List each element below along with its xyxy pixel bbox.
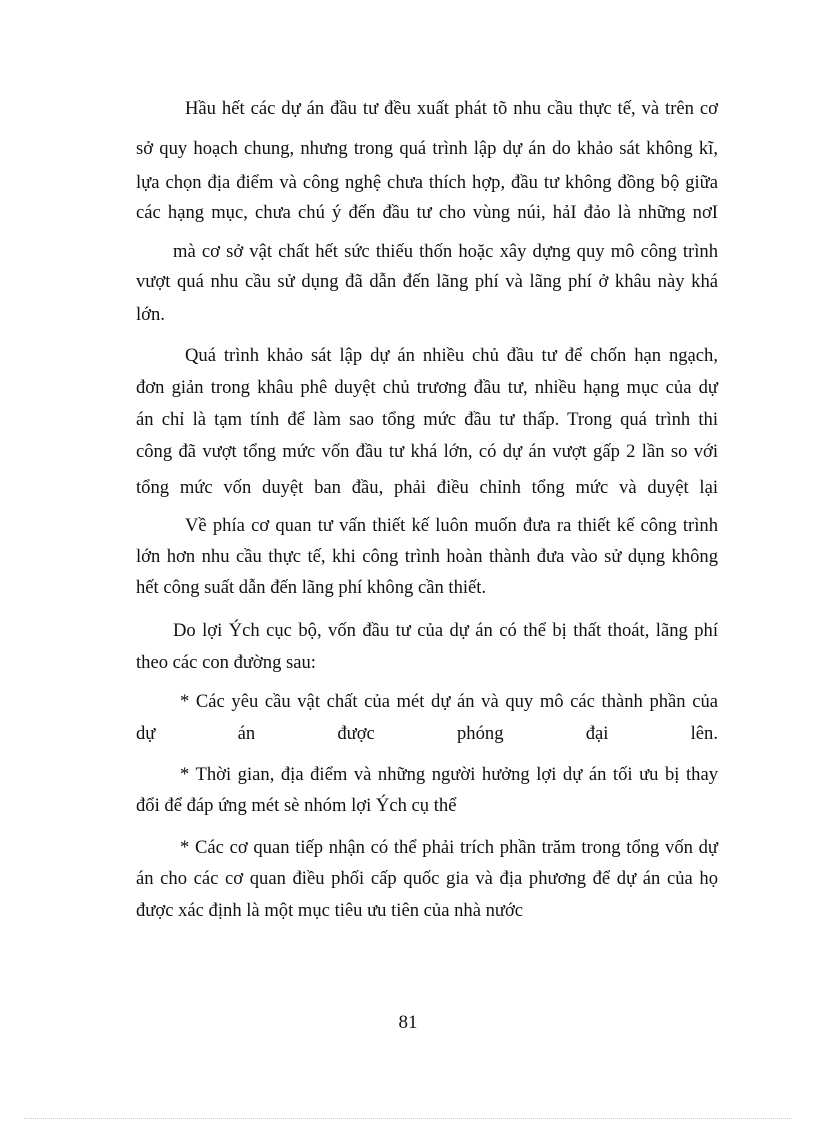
page-number: 81 (398, 1012, 418, 1033)
text-line: Hầu hết các dự án đầu tư đều xuất phát tõ nhu cầu thực tế, và trên cơ (185, 98, 718, 119)
text-line: Về phía cơ quan tư vấn thiết kế luôn muốn đưa ra thiết kế công trình (185, 515, 718, 536)
text-line: án chỉ là tạm tính để làm sao tổng mức đầu tư thấp. Trong quá trình thi (136, 409, 718, 430)
text-line: lựa chọn địa điểm và công nghệ chưa thích hợp, đầu tư không đồng bộ giữa (136, 172, 718, 193)
text-line: * Các yêu cầu vật chất của mét dự án và quy mô các thành phần của (180, 691, 718, 712)
text-line: án cho các cơ quan điều phối cấp quốc gia và địa phương để dự án của họ (136, 868, 718, 889)
text-line: dự án được phóng đại lên. (136, 723, 718, 744)
text-line: * Thời gian, địa điểm và những người hưởng lợi dự án tối ưu bị thay (180, 764, 718, 785)
text-line: vượt quá nhu cầu sử dụng đã dẫn đến lãng phí và lãng phí ở khâu này khá (136, 271, 718, 292)
text-line: Do lợi Ých cục bộ, vốn đầu tư của dự án có thể bị thất thoát, lãng phí (173, 620, 718, 641)
text-line: Quá trình khảo sát lập dự án nhiều chủ đầu tư để chốn hạn ngạch, (185, 345, 718, 366)
text-line: công đã vượt tổng mức vốn đầu tư khá lớn, có dự án vượt gấp 2 lần so với (136, 441, 718, 462)
text-line: các hạng mục, chưa chú ý đến đầu tư cho vùng núi, hảI đảo là những nơI (136, 202, 718, 223)
text-line: sở quy hoạch chung, nhưng trong quá trình lập dự án do khảo sát không kĩ, (136, 138, 718, 159)
text-line: hết công suất dẫn đến lãng phí không cần thiết. (136, 577, 487, 598)
text-line: mà cơ sở vật chất hết sức thiếu thốn hoặc xây dựng quy mô công trình (173, 241, 718, 262)
text-line: đổi để đáp ứng mét sè nhóm lợi Ých cụ thể (136, 795, 457, 816)
text-line: lớn. (136, 304, 165, 325)
text-line: theo các con đường sau: (136, 652, 316, 673)
text-line: * Các cơ quan tiếp nhận có thể phải trích phần trăm trong tổng vốn dự (180, 837, 718, 858)
page-bottom-divider (24, 1118, 792, 1119)
text-line: tổng mức vốn duyệt ban đầu, phải điều chỉnh tổng mức và duyệt lại (136, 477, 718, 498)
text-line: được xác định là một mục tiêu ưu tiên của nhà nước (136, 900, 524, 921)
text-line: đơn giản trong khâu phê duyệt chủ trương đầu tư, nhiều hạng mục của dự (136, 377, 718, 398)
text-line: lớn hơn nhu cầu thực tế, khi công trình hoàn thành đưa vào sử dụng không (136, 546, 718, 567)
